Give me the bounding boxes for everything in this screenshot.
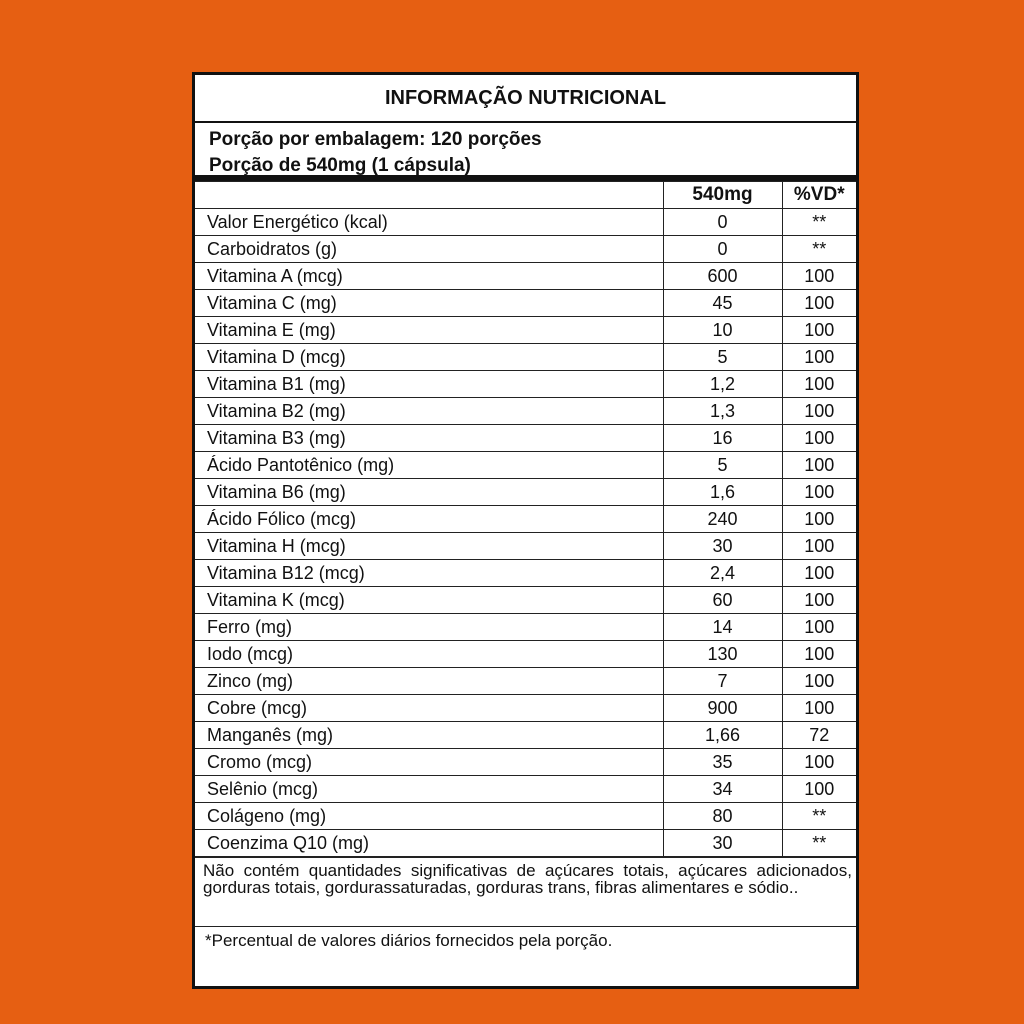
table-row — [195, 749, 856, 776]
vd-cell: 100 — [782, 641, 856, 668]
amount-cell: 900 — [663, 695, 782, 722]
nutrient-name-cell: Selênio (mcg) — [195, 776, 663, 803]
panel-title: INFORMAÇÃO NUTRICIONAL — [195, 75, 856, 123]
disclaimer-notes: Não contém quantidades significativas de açúcares totais, açúcares adicionados, gorduras totais, gordurassaturadas, gorduras trans, fibras alimentares e sódio.. — [195, 857, 856, 926]
amount-cell: 60 — [663, 587, 782, 614]
nutrient-name-cell: Vitamina B3 (mg) — [195, 425, 663, 452]
amount-cell: 7 — [663, 668, 782, 695]
header-vd: %VD* — [782, 182, 856, 209]
amount-cell: 45 — [663, 290, 782, 317]
nutrient-name-cell: Vitamina H (mcg) — [195, 533, 663, 560]
table-row — [195, 587, 856, 614]
header-amount: 540mg — [663, 182, 782, 209]
amount-cell: 80 — [663, 803, 782, 830]
table-row — [195, 371, 856, 398]
nutrient-name-cell: Vitamina B1 (mg) — [195, 371, 663, 398]
vd-cell: 100 — [782, 668, 856, 695]
amount-cell: 10 — [663, 317, 782, 344]
nutrient-name-cell: Ácido Pantotênico (mg) — [195, 452, 663, 479]
table-row — [195, 344, 856, 371]
amount-cell: 34 — [663, 776, 782, 803]
vd-cell: 100 — [782, 344, 856, 371]
table-row — [195, 452, 856, 479]
nutrient-name-cell: Zinco (mg) — [195, 668, 663, 695]
nutrient-name-cell: Vitamina A (mcg) — [195, 263, 663, 290]
table-row — [195, 722, 856, 749]
vd-cell: 100 — [782, 263, 856, 290]
vd-cell: 100 — [782, 695, 856, 722]
portion-info — [195, 123, 856, 181]
nutrition-table — [195, 181, 856, 857]
amount-cell: 1,6 — [663, 479, 782, 506]
vd-cell: 100 — [782, 749, 856, 776]
footnote: *Percentual de valores diários fornecidos pela porção. — [195, 926, 856, 960]
table-row — [195, 533, 856, 560]
amount-cell: 240 — [663, 506, 782, 533]
nutrient-name-cell: Ácido Fólico (mcg) — [195, 506, 663, 533]
nutrient-name-cell: Manganês (mg) — [195, 722, 663, 749]
table-row — [195, 236, 856, 263]
vd-cell: 100 — [782, 452, 856, 479]
table-row — [195, 614, 856, 641]
amount-cell: 130 — [663, 641, 782, 668]
vd-cell: 100 — [782, 533, 856, 560]
nutrient-name-cell: Vitamina C (mg) — [195, 290, 663, 317]
table-header-row — [195, 182, 856, 209]
table-row — [195, 209, 856, 236]
vd-cell: 100 — [782, 614, 856, 641]
table-row — [195, 668, 856, 695]
vd-cell: ** — [782, 830, 856, 857]
vd-cell: ** — [782, 803, 856, 830]
nutrient-name-cell: Vitamina E (mg) — [195, 317, 663, 344]
amount-cell: 5 — [663, 452, 782, 479]
nutrition-facts-panel — [192, 72, 859, 989]
table-row — [195, 830, 856, 857]
nutrient-name-cell: Vitamina D (mcg) — [195, 344, 663, 371]
amount-cell: 14 — [663, 614, 782, 641]
amount-cell: 30 — [663, 533, 782, 560]
amount-cell: 1,66 — [663, 722, 782, 749]
vd-cell: 100 — [782, 776, 856, 803]
vd-cell: 100 — [782, 290, 856, 317]
table-row — [195, 560, 856, 587]
vd-cell: 100 — [782, 425, 856, 452]
table-row — [195, 398, 856, 425]
amount-cell: 16 — [663, 425, 782, 452]
nutrient-name-cell: Colágeno (mg) — [195, 803, 663, 830]
table-row — [195, 803, 856, 830]
table-row — [195, 317, 856, 344]
amount-cell: 0 — [663, 209, 782, 236]
vd-cell: ** — [782, 236, 856, 263]
nutrient-name-cell: Vitamina B6 (mg) — [195, 479, 663, 506]
table-row — [195, 641, 856, 668]
table-row — [195, 290, 856, 317]
table-row — [195, 776, 856, 803]
nutrient-name-cell: Cobre (mcg) — [195, 695, 663, 722]
table-row — [195, 695, 856, 722]
amount-cell: 600 — [663, 263, 782, 290]
vd-cell: ** — [782, 209, 856, 236]
nutrient-name-cell: Vitamina K (mcg) — [195, 587, 663, 614]
nutrient-name-cell: Vitamina B12 (mcg) — [195, 560, 663, 587]
table-row — [195, 425, 856, 452]
amount-cell: 2,4 — [663, 560, 782, 587]
vd-cell: 100 — [782, 506, 856, 533]
table-row — [195, 506, 856, 533]
table-row — [195, 479, 856, 506]
nutrient-name-cell: Cromo (mcg) — [195, 749, 663, 776]
portion-per-package: Porção por embalagem: 120 porções — [209, 129, 542, 150]
vd-cell: 100 — [782, 398, 856, 425]
amount-cell: 1,3 — [663, 398, 782, 425]
nutrition-rows — [195, 209, 856, 857]
vd-cell: 72 — [782, 722, 856, 749]
nutrient-name-cell: Carboidratos (g) — [195, 236, 663, 263]
amount-cell: 0 — [663, 236, 782, 263]
nutrient-name-cell: Ferro (mg) — [195, 614, 663, 641]
vd-cell: 100 — [782, 317, 856, 344]
amount-cell: 30 — [663, 830, 782, 857]
nutrient-name-cell: Vitamina B2 (mg) — [195, 398, 663, 425]
amount-cell: 35 — [663, 749, 782, 776]
nutrient-name-cell: Coenzima Q10 (mg) — [195, 830, 663, 857]
nutrient-name-cell: Valor Energético (kcal) — [195, 209, 663, 236]
portion-size: Porção de 540mg (1 cápsula) — [209, 155, 471, 176]
nutrient-name-cell: Iodo (mcg) — [195, 641, 663, 668]
table-row — [195, 263, 856, 290]
header-nutrient — [195, 182, 663, 209]
vd-cell: 100 — [782, 587, 856, 614]
amount-cell: 5 — [663, 344, 782, 371]
vd-cell: 100 — [782, 560, 856, 587]
vd-cell: 100 — [782, 371, 856, 398]
amount-cell: 1,2 — [663, 371, 782, 398]
vd-cell: 100 — [782, 479, 856, 506]
